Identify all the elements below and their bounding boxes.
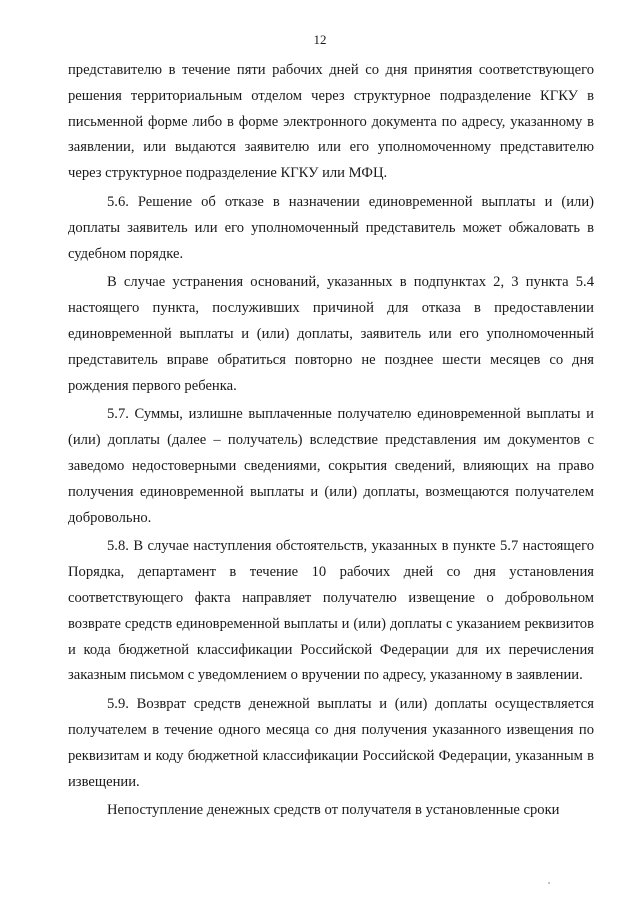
- paragraph-5-6: 5.6. Решение об отказе в назначении единовременной выплаты и (или) доплаты заявитель или его уполномоченный представитель может обжаловать в судебном порядке.: [68, 193, 594, 262]
- scan-speck: [548, 882, 550, 884]
- document-body: [68, 58, 594, 827]
- paragraph-5-8: 5.8. В случае наступления обстоятельств, указанных в пункте 5.7 настоящего Порядка, департамент в течение 10 рабочих дней со дня установления соответствующего факта направляет получателю извещение о добровольном возврате средств единовременной выплаты и (или) доплаты с указанием реквизитов и кода бюджетной классификации Российской Федерации для их перечисления заказным письмом с уведомлением о вручении по адресу, указанному в заявлении.: [68, 538, 594, 684]
- paragraph-5-9: 5.9. Возврат средств денежной выплаты и (или) доплаты осуществляется получателем в течение одного месяца со дня получения указанного извещения по реквизитам и коду бюджетной классификации Российской Федерации, указанным в извещении.: [68, 696, 594, 790]
- page-number: 12: [313, 32, 327, 47]
- paragraph-5-7: 5.7. Суммы, излишне выплаченные получателю единовременной выплаты и (или) доплаты (далее – получатель) вследствие представления им документов с заведомо недостоверными сведениями, сокрытия сведений, влияющих на право получения единовременной выплаты и (или) доплаты, возмещаются получателем добровольно.: [68, 406, 594, 526]
- paragraph-non-receipt: Непоступление денежных средств от получателя в установленные сроки: [107, 802, 560, 819]
- paragraph-continuation: представителю в течение пяти рабочих дней со дня принятия соответствующего решения территориальным отделом через структурное подразделение КГКУ в письменной форме либо в форме электронного документа по адресу, указанному в заявлении, или выдаются заявителю или его уполномоченному представителю через структурное подразделение КГКУ или МФЦ.: [68, 62, 594, 182]
- paragraph-5-6-remedy: В случае устранения оснований, указанных в подпунктах 2, 3 пункта 5.4 настоящего пункта, послуживших причиной для отказа в предоставлении единовременной выплаты и (или) доплаты, заявитель или его уполномоченный представитель вправе обратиться повторно не позднее шести месяцев со дня рождения первого ребенка.: [68, 274, 594, 394]
